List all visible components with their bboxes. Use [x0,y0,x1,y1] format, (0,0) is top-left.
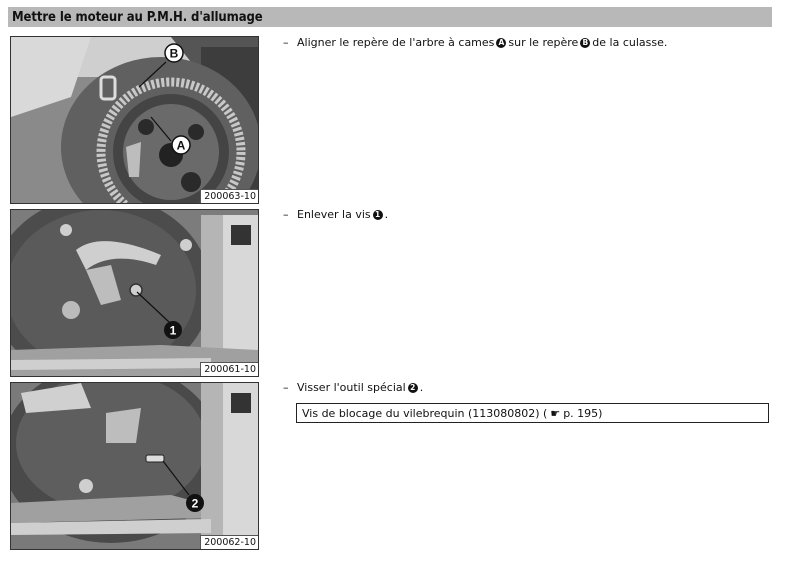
photo-code: 200061-10 [200,362,258,376]
dash: – [283,208,289,221]
callout-2: 2 [191,496,199,511]
callout-a: A [176,138,186,153]
photo-code: 200063-10 [200,189,258,203]
section-title: Mettre le moteur au P.M.H. d'allumage [12,9,263,25]
tool-photo-graphic [11,383,258,549]
section-header [8,7,772,27]
marker-b-icon: B [580,38,590,48]
tool-name: Vis de blocage du vilebrequin (113080802) ( [302,406,548,420]
photo-code: 200062-10 [200,535,258,549]
callout-1: 1 [169,323,177,338]
step-install-tool [283,381,423,394]
step-text: sur le repère [508,36,579,49]
special-tool-box [296,403,769,423]
dash: – [283,36,289,49]
step-text: de la culasse. [592,36,668,49]
step-remove-screw [283,208,388,221]
photo-special-tool [10,382,259,550]
dash: – [283,381,289,394]
photo-screw [10,209,259,377]
step-align-marks [283,36,667,49]
step-text: Aligner le repère de l'arbre à cames [297,36,495,49]
photo-camshaft [10,36,259,204]
camshaft-photo-graphic [11,37,258,203]
marker-a-icon: A [496,38,506,48]
marker-1-icon: 1 [373,210,383,220]
screw-photo-graphic [11,210,258,376]
step-text: . [384,208,389,221]
callout-b: B [169,46,179,61]
step-text: . [419,381,424,394]
step-text: Visser l'outil spécial [297,381,406,394]
tool-page-ref[interactable]: p. 195) [563,406,603,420]
marker-2-icon: 2 [408,383,418,393]
step-text: Enlever la vis [297,208,371,221]
pointing-hand-icon[interactable]: ☛ [550,406,561,420]
